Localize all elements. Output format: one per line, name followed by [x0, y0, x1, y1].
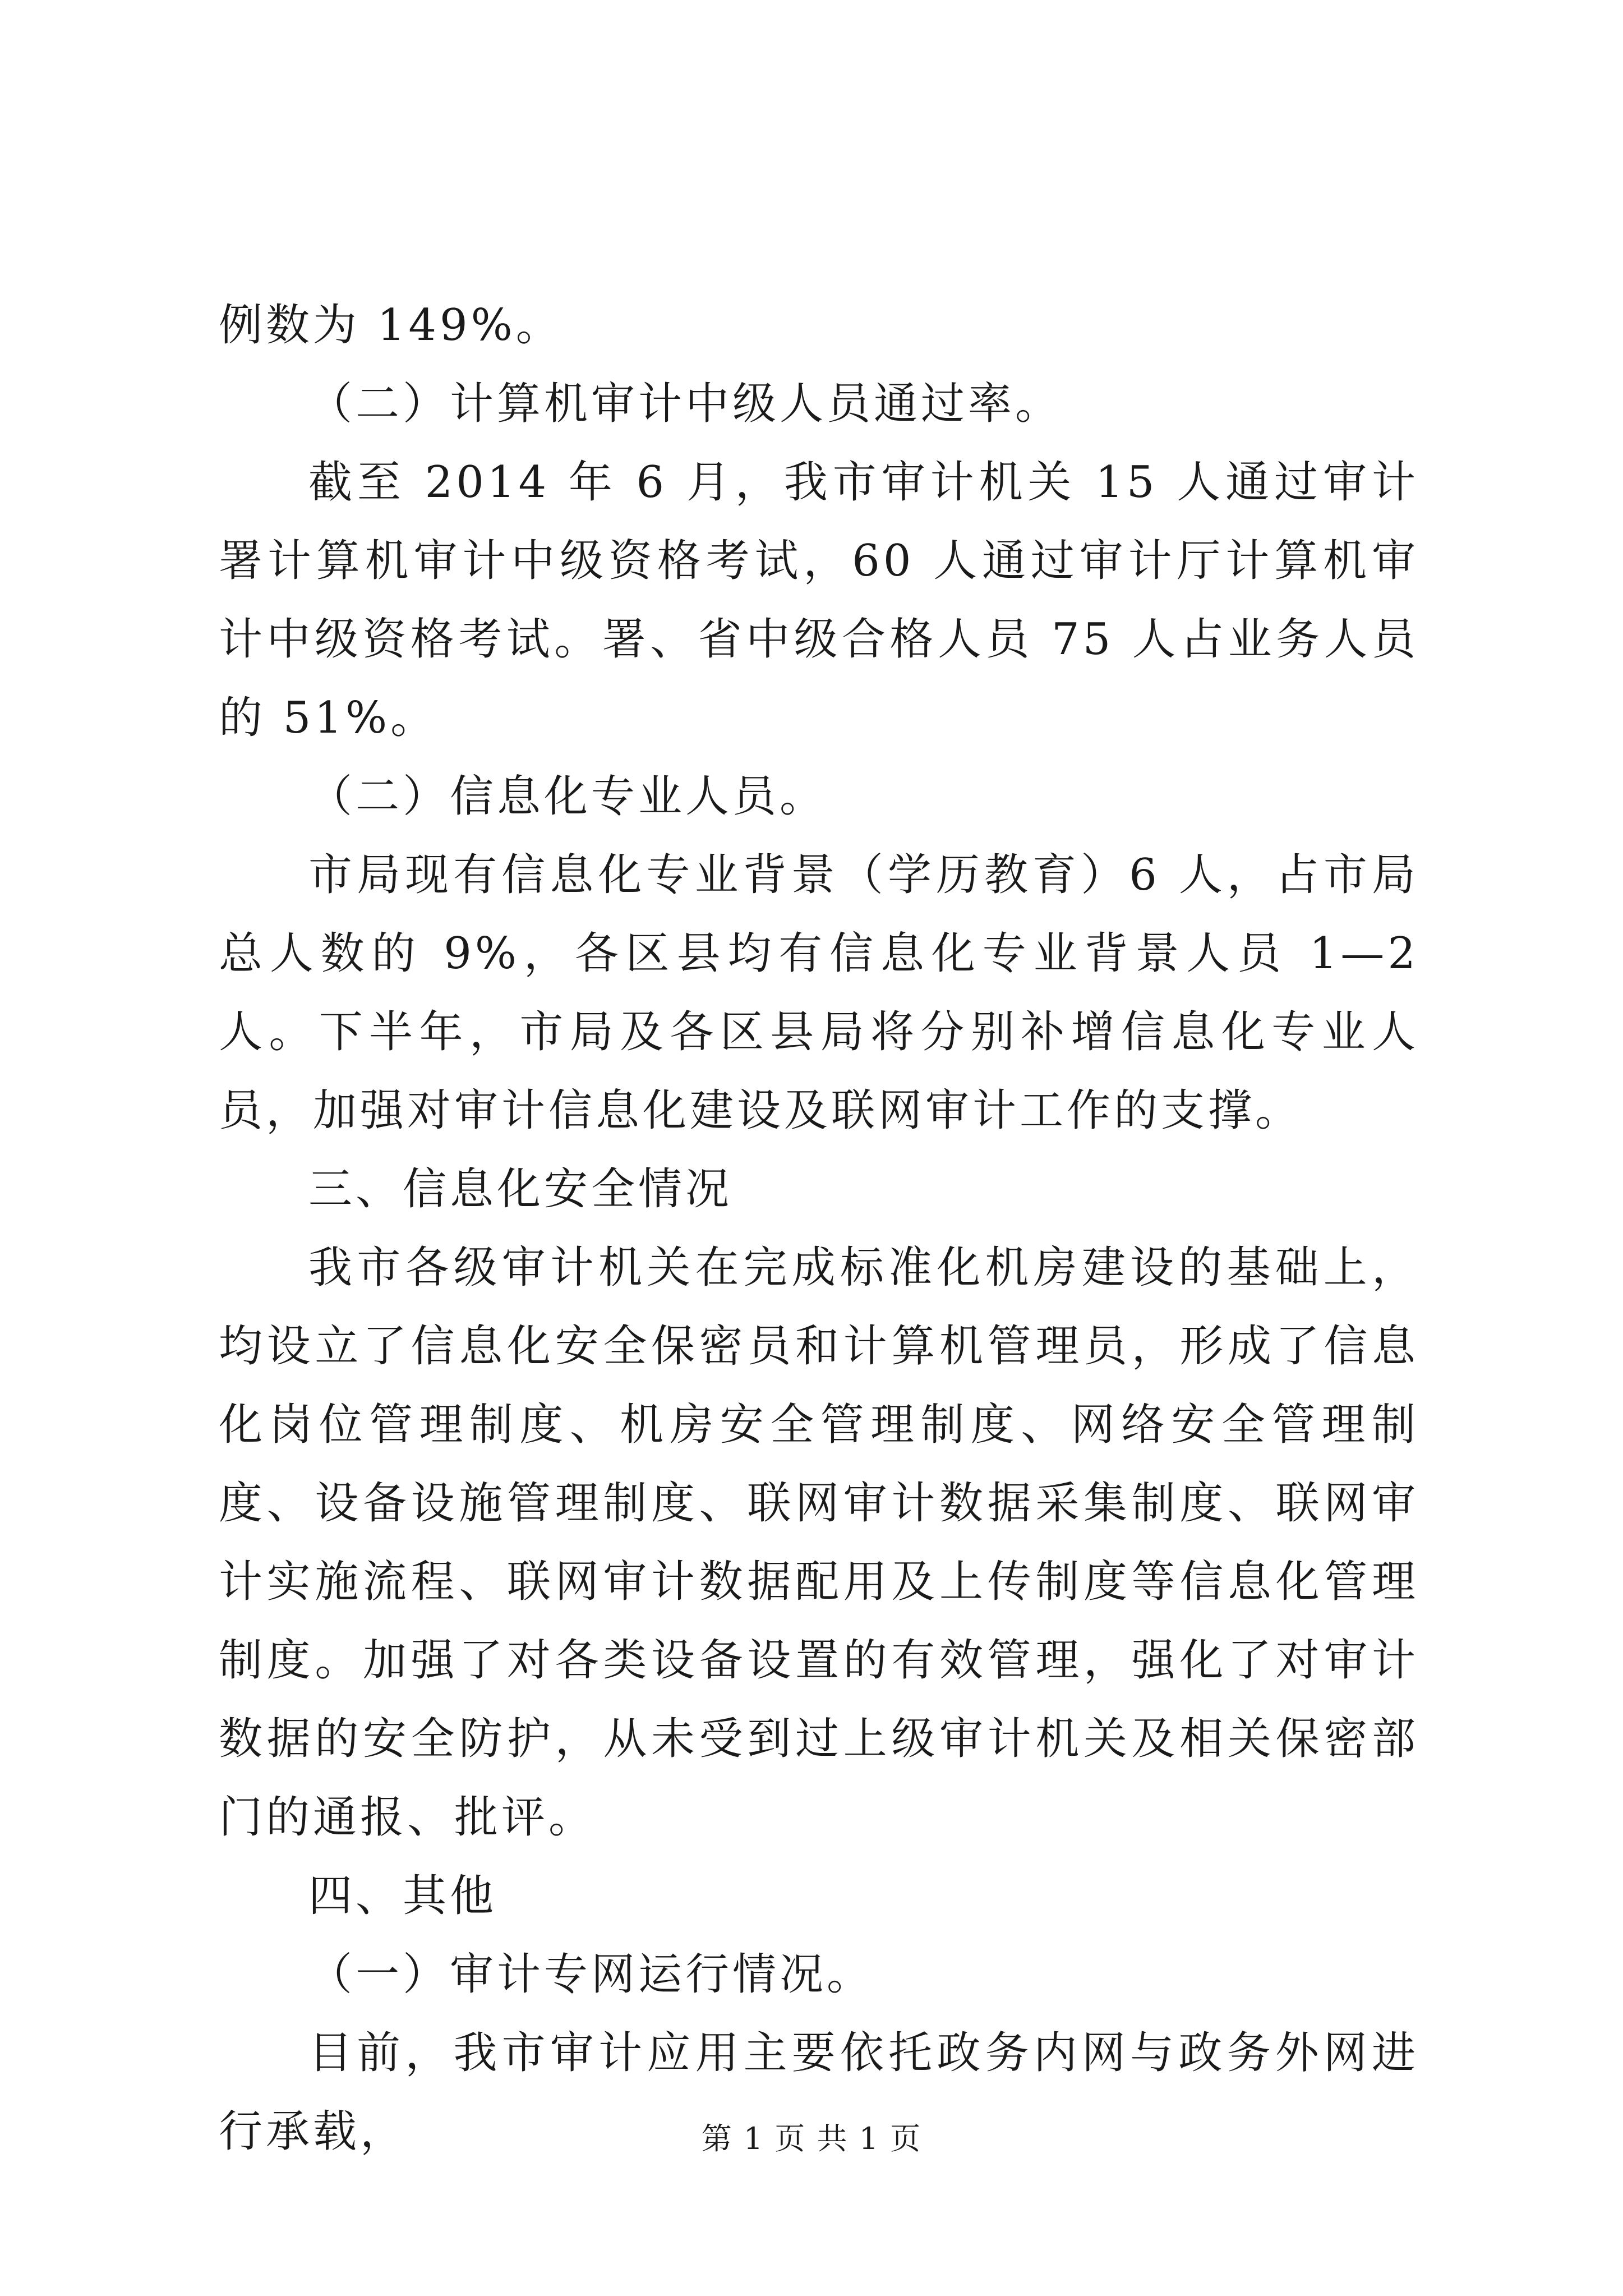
paragraph-it-professionals-details: 市局现有信息化专业背景（学历教育）6 人，占市局总人数的 9%，各区县均有信息化专业背景人员 1—2 人。下半年，市局及各区县局将分别补增信息化专业人员，加强对审计信息化建设及联网审计工作的支撑。	[219, 850, 1419, 1136]
paragraph-information-security-details: 我市各级审计机关在完成标准化机房建设的基础上，均设立了信息化安全保密员和计算机管理员，形成了信息化岗位管理制度、机房安全管理制度、网络安全管理制度、设备设施管理制度、联网审计数据采集制度、联网审计实施流程、联网审计数据配用及上传制度等信息化管理制度。加强了对各类设备设置的有效管理，强化了对审计数据的安全防护，从未受到过上级审计机关及相关保密部门的通报、批评。	[219, 1243, 1419, 1843]
heading-information-security: 三、信息化安全情况	[308, 1164, 733, 1214]
document-body	[219, 286, 1419, 2171]
subheading-it-professionals: （二）信息化专业人员。	[308, 771, 827, 822]
subheading-computer-audit-pass-rate: （二）计算机审计中级人员通过率。	[308, 379, 1063, 429]
paragraph-continuation: 例数为 149%。	[219, 300, 563, 351]
paragraph-audit-network-details: 目前，我市审计应用主要依托政务内网与政务外网进行承载，	[219, 2028, 1419, 2157]
paragraph-pass-rate-details: 截至 2014 年 6 月，我市审计机关 15 人通过审计署计算机审计中级资格考试，60 人通过审计厅计算机审计中级资格考试。署、省中级合格人员 75 人占业务人员的 51%。	[219, 457, 1419, 743]
heading-other: 四、其他	[308, 1871, 497, 1921]
subheading-audit-network-operation: （一）审计专网运行情况。	[308, 1949, 874, 2000]
page-footer: 第 1 页 共 1 页	[701, 2121, 922, 2156]
